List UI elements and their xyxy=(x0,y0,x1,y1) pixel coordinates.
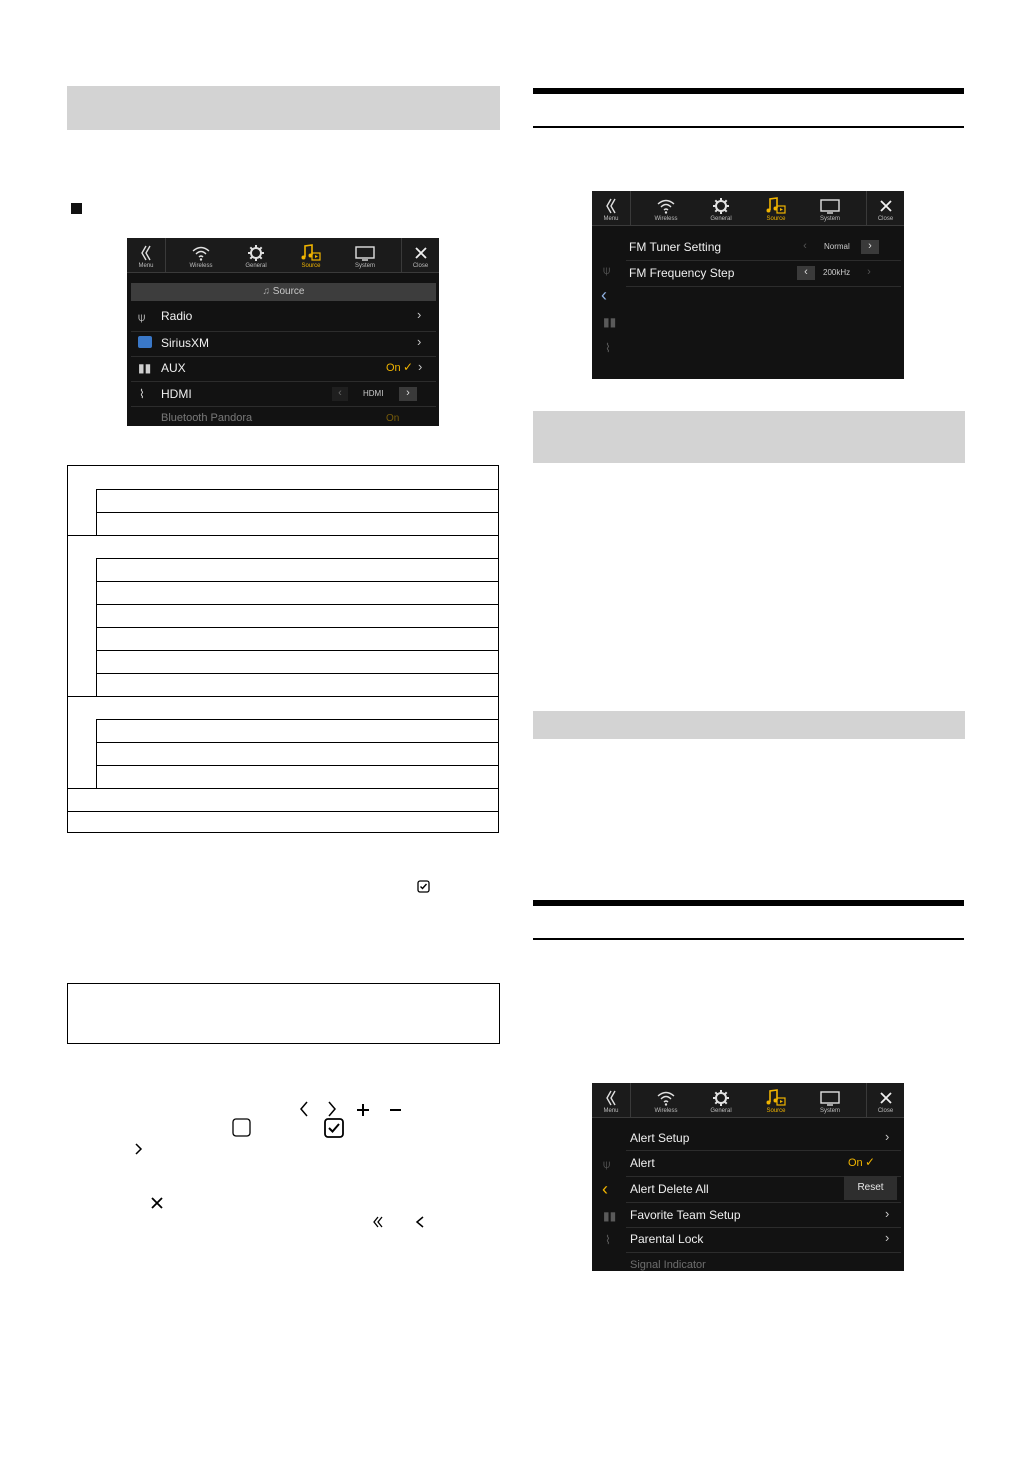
section-rule-thick xyxy=(533,88,964,94)
tab-general-label: General xyxy=(245,263,267,269)
monitor-icon xyxy=(354,243,376,263)
tab-close-label: Close xyxy=(877,1108,894,1114)
chevron-right-icon: › xyxy=(885,1129,890,1144)
tab-menu-label: Menu xyxy=(603,1108,619,1114)
close-icon xyxy=(878,196,894,216)
antenna-icon: ⍦ xyxy=(138,310,146,324)
close-icon xyxy=(413,243,429,263)
chevron-right-icon xyxy=(326,1100,338,1118)
check-icon: ✓ xyxy=(865,1155,876,1169)
section-rule-thin xyxy=(533,126,964,128)
tab-wireless[interactable] xyxy=(642,191,690,223)
siriusxm-settings-screen xyxy=(592,1083,904,1271)
aux-status-value: On xyxy=(386,362,401,374)
tab-system[interactable] xyxy=(806,1083,854,1115)
double-chevron-left-icon xyxy=(604,1088,618,1108)
hdmi-cable-icon: ⌇ xyxy=(605,1233,611,1247)
reset-button[interactable]: Reset xyxy=(844,1176,897,1200)
tab-wireless[interactable] xyxy=(177,238,225,270)
chevron-right-icon: › xyxy=(885,1206,890,1221)
tab-source[interactable] xyxy=(287,238,335,270)
chevron-right-icon xyxy=(134,1142,144,1156)
chevron-right-icon: › xyxy=(418,359,423,374)
tab-wireless[interactable] xyxy=(642,1083,690,1115)
list-item-label: AUX xyxy=(161,361,186,375)
checkbox-checked-icon xyxy=(324,1118,344,1138)
list-item-aux[interactable] xyxy=(127,361,439,387)
tab-close[interactable] xyxy=(867,1083,904,1115)
section-rule-thick xyxy=(533,900,964,906)
tab-wireless-label: Wireless xyxy=(654,1108,678,1114)
tab-close-label: Close xyxy=(412,263,429,269)
list-item-siriusxm[interactable] xyxy=(127,336,439,362)
hdmi-cable-icon: ⌇ xyxy=(605,341,611,355)
bullet-square-icon xyxy=(71,203,82,214)
tab-general[interactable] xyxy=(697,1083,745,1115)
list-item-parental-lock[interactable] xyxy=(592,1232,904,1254)
hdmi-next-button[interactable]: › xyxy=(399,387,417,401)
step-value: 200kHz xyxy=(823,268,851,277)
back-chevron-icon[interactable]: ‹ xyxy=(602,1179,608,1199)
siriusxm-icon xyxy=(138,336,152,348)
list-item-label: Alert Delete All xyxy=(630,1182,709,1196)
aux-cable-icon: ▮▮ xyxy=(603,1209,617,1223)
source-section-title: Source xyxy=(272,286,305,297)
tab-source-label: Source xyxy=(766,1108,786,1114)
step-next-button[interactable]: › xyxy=(867,266,871,278)
list-item-fm-frequency-step[interactable] xyxy=(592,266,904,288)
tab-source-label: Source xyxy=(766,216,786,222)
double-chevron-left-icon xyxy=(372,1215,386,1229)
wifi-icon xyxy=(656,196,676,216)
check-icon: ✓ xyxy=(403,360,414,374)
chevron-right-icon: › xyxy=(417,307,422,322)
list-item-label: SiriusXM xyxy=(161,336,210,350)
settings-table xyxy=(67,465,499,833)
monitor-icon xyxy=(819,196,841,216)
list-item-label: Parental Lock xyxy=(630,1232,704,1246)
close-icon xyxy=(878,1088,894,1108)
list-item-bluetooth-pandora[interactable] xyxy=(127,412,439,426)
list-item-label: Signal Indicator xyxy=(630,1259,706,1271)
source-settings-screen xyxy=(127,238,439,426)
list-item-label: HDMI xyxy=(161,387,192,401)
list-item-alert[interactable] xyxy=(592,1156,904,1178)
monitor-icon xyxy=(819,1088,841,1108)
tab-menu[interactable] xyxy=(592,1083,630,1115)
tab-close[interactable] xyxy=(867,191,904,223)
gear-icon xyxy=(711,196,731,216)
section-heading-bar-right-2 xyxy=(533,711,965,739)
tab-wireless-label: Wireless xyxy=(189,263,213,269)
source-section-header xyxy=(131,283,436,301)
checkbox-empty-icon xyxy=(232,1118,251,1137)
antenna-icon: ⍦ xyxy=(603,1157,611,1171)
tab-system-label: System xyxy=(354,263,375,269)
hdmi-prev-button[interactable]: ‹ xyxy=(332,387,348,401)
tab-general-label: General xyxy=(710,1108,732,1114)
tab-close[interactable] xyxy=(402,238,439,270)
list-item-signal-indicator[interactable] xyxy=(592,1259,904,1271)
tab-system-label: System xyxy=(819,1108,840,1114)
tab-system-label: System xyxy=(819,216,840,222)
back-chevron-icon[interactable]: ‹ xyxy=(601,285,607,305)
list-item-alert-delete-all[interactable] xyxy=(592,1182,904,1204)
list-item-hdmi[interactable] xyxy=(127,387,439,413)
tab-menu-label: Menu xyxy=(603,216,619,222)
aux-cable-icon: ▮▮ xyxy=(603,315,617,329)
wifi-icon xyxy=(191,243,211,263)
tab-general[interactable] xyxy=(232,238,280,270)
tab-source[interactable] xyxy=(752,1083,800,1115)
tuner-value: Normal xyxy=(824,242,850,251)
tuner-prev-button[interactable]: ‹ xyxy=(803,240,807,252)
music-source-icon xyxy=(300,243,322,263)
list-item-label: Favorite Team Setup xyxy=(630,1208,741,1222)
list-item-label: Bluetooth Pandora xyxy=(161,412,253,424)
pandora-status-value: On xyxy=(386,413,400,424)
top-menu-bar xyxy=(127,238,439,273)
hdmi-cable-icon: ⌇ xyxy=(139,387,145,401)
gear-icon xyxy=(711,1088,731,1108)
chevron-right-icon: › xyxy=(417,334,422,349)
top-menu-bar xyxy=(592,191,904,226)
antenna-icon: ⍦ xyxy=(603,263,611,277)
tab-menu[interactable] xyxy=(127,238,165,270)
plus-icon xyxy=(356,1103,370,1117)
aux-cable-icon: ▮▮ xyxy=(138,361,152,375)
tab-wireless-label: Wireless xyxy=(654,216,678,222)
fm-tuner-screen xyxy=(592,191,904,379)
step-prev-button[interactable]: ‹ xyxy=(797,266,815,280)
tab-menu[interactable] xyxy=(592,191,630,223)
section-heading-bar-right-1 xyxy=(533,411,965,463)
minus-icon xyxy=(389,1103,402,1117)
gear-icon xyxy=(246,243,266,263)
list-item-label: FM Tuner Setting xyxy=(629,240,722,254)
checkbox-checked-icon xyxy=(417,880,430,893)
list-item-label: FM Frequency Step xyxy=(629,266,735,280)
wifi-icon xyxy=(656,1088,676,1108)
double-chevron-left-icon xyxy=(604,196,618,216)
list-item-label: Alert xyxy=(630,1156,655,1170)
hdmi-value: HDMI xyxy=(363,389,384,398)
chevron-right-icon: › xyxy=(885,1230,890,1245)
double-chevron-left-icon xyxy=(139,243,153,263)
list-item-label: Radio xyxy=(161,309,193,323)
section-rule-thin xyxy=(533,938,964,940)
music-source-icon xyxy=(765,196,787,216)
tab-menu-label: Menu xyxy=(138,263,154,269)
chevron-left-icon xyxy=(298,1100,310,1118)
tab-source-label: Source xyxy=(301,263,321,269)
tab-system[interactable] xyxy=(341,238,389,270)
list-item-label: Alert Setup xyxy=(630,1131,690,1145)
list-item-fm-tuner-setting[interactable] xyxy=(592,240,904,262)
tab-general-label: General xyxy=(710,216,732,222)
section-heading-bar-left xyxy=(67,86,500,130)
top-menu-bar xyxy=(592,1083,904,1118)
note-box xyxy=(67,983,500,1044)
alert-status-value: On xyxy=(848,1157,863,1169)
tab-general[interactable] xyxy=(697,191,745,223)
tab-close-label: Close xyxy=(877,216,894,222)
music-note-icon: ♫ xyxy=(262,286,271,297)
tab-source[interactable] xyxy=(752,191,800,223)
close-icon xyxy=(150,1196,164,1210)
tuner-next-button[interactable]: › xyxy=(861,240,879,254)
tab-system[interactable] xyxy=(806,191,854,223)
chevron-left-icon xyxy=(414,1215,426,1229)
music-source-icon xyxy=(765,1088,787,1108)
